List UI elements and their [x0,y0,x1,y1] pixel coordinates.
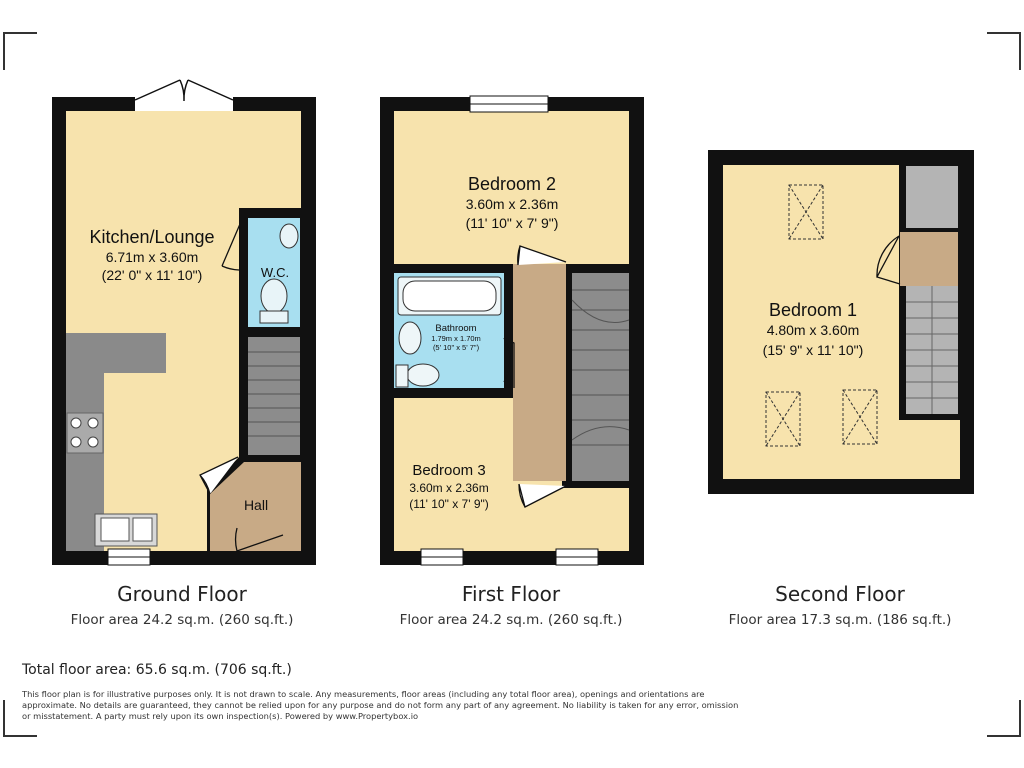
second-floor-caption [690,582,990,628]
bedroom-3-size-m: 3.60m x 2.36m [409,481,489,495]
disclaimer-text: This floor plan is for illustrative purposes only. It is not drawn to scale. Any measurements, floor areas (including any total floor area), openings and orientations are approximate. No details are guaranteed, they cannot be relied upon for any purpose and do not form any part of any agreement. No liability is taken for any error, omission or misstatement. A party must rely upon its own inspection(s). Powered by www.Propertybox.io [22,689,739,721]
bathroom-basin-icon [399,322,421,354]
first-floor-plan [380,96,644,565]
wc-toilet-icon [261,279,287,313]
kitchen-lounge-size-ft: (22' 0" x 11' 10") [101,267,203,283]
bedroom-2-size-ft: (11' 10" x 7' 9") [465,215,559,231]
second-floor-title: Second Floor [775,582,905,606]
bedroom-1-size-ft: (15' 9" x 11' 10") [762,342,864,358]
bedroom-2-label: Bedroom 2 [467,174,557,194]
bathroom-toilet-icon [407,364,439,386]
bedroom-1-label: Bedroom 1 [768,300,858,320]
second-landing [900,232,958,286]
total-floor-area: Total floor area: 65.6 sq.m. (706 sq.ft.) [22,662,292,678]
bathroom-size-m: 1.79m x 1.70m [431,334,481,343]
second-floor-area: Floor area 17.3 sq.m. (186 sq.ft.) [728,612,952,628]
kitchen-lounge-size-m: 6.71m x 3.60m [105,249,199,265]
bathroom-label: Bathroom [435,323,477,334]
bedroom-2-size-m: 3.60m x 2.36m [465,196,559,212]
first-floor-title: First Floor [461,582,561,606]
ground-floor-area: Floor area 24.2 sq.m. (260 sq.ft.) [70,612,294,628]
ground-stairs [248,337,300,455]
ground-floor-plan [52,80,316,565]
ground-floor-title: Ground Floor [117,582,247,606]
first-landing [513,264,566,481]
first-floor-area: Floor area 24.2 sq.m. (260 sq.ft.) [399,612,623,628]
second-cupboard [906,166,958,228]
bedroom-3-size-ft: (11' 10" x 7' 9") [409,497,489,511]
second-floor-plan [708,150,974,494]
kitchen-lounge-label: Kitchen/Lounge [89,227,215,247]
hall-label: Hall [243,497,269,513]
wc-label: W.C. [260,265,290,280]
wc-basin-icon [280,224,298,248]
first-stairs [572,273,629,481]
bathroom-size-ft: (5' 10" x 5' 7") [432,343,480,352]
bedroom-3-label: Bedroom 3 [412,462,486,479]
ground-floor-caption [32,582,332,628]
first-floor-caption [361,582,661,628]
bedroom-1-size-m: 4.80m x 3.60m [766,322,860,338]
